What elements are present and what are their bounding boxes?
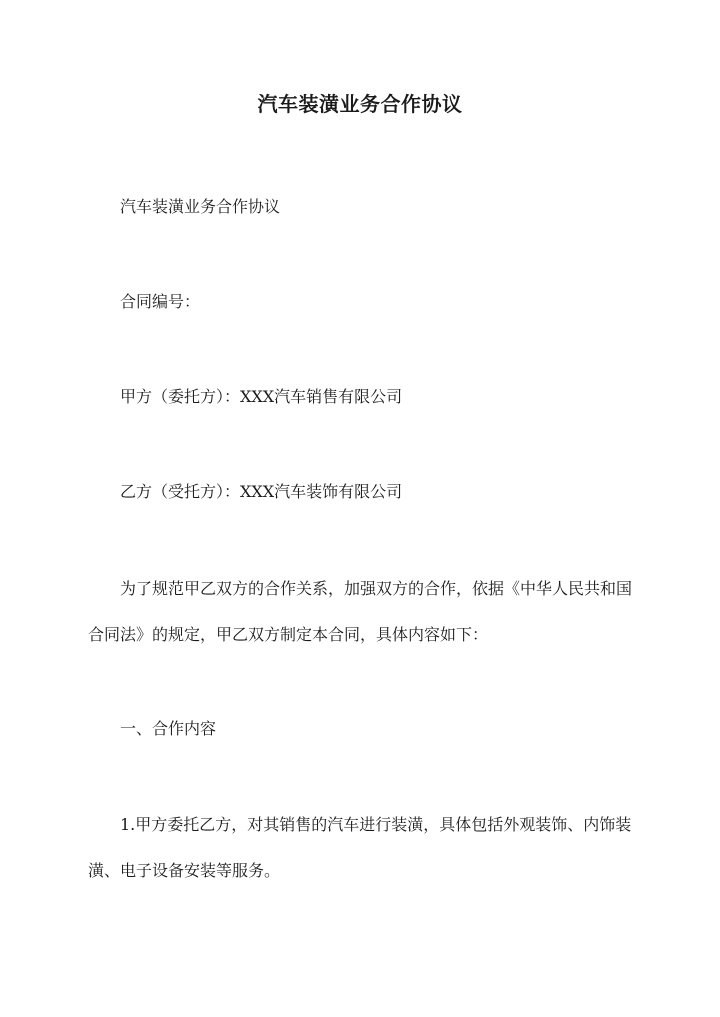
paragraph-preamble: 为了规范甲乙双方的合作关系，加强双方的合作，依据《中华人民共和国合同法》的规定，甲乙双方制定本合同，具体内容如下： [88,579,633,644]
paragraph-party-a: 甲方（委托方）：XXX汽车销售有限公司 [120,387,403,406]
paragraph-heading-repeat: 汽车装潢业务合作协议 [120,197,281,216]
paragraph-section-one-heading: 一、合作内容 [120,719,217,738]
paragraph-party-b: 乙方（受托方）：XXX汽车装饰有限公司 [120,482,403,501]
paragraph-clause-1: 1.甲方委托乙方，对其销售的汽车进行装潢，具体包括外观装饰、内饰装潢、电子设备安装等服务。 [88,815,632,880]
paragraph-contract-number: 合同编号： [120,292,201,311]
document-title: 汽车装潢业务合作协议 [257,92,463,116]
